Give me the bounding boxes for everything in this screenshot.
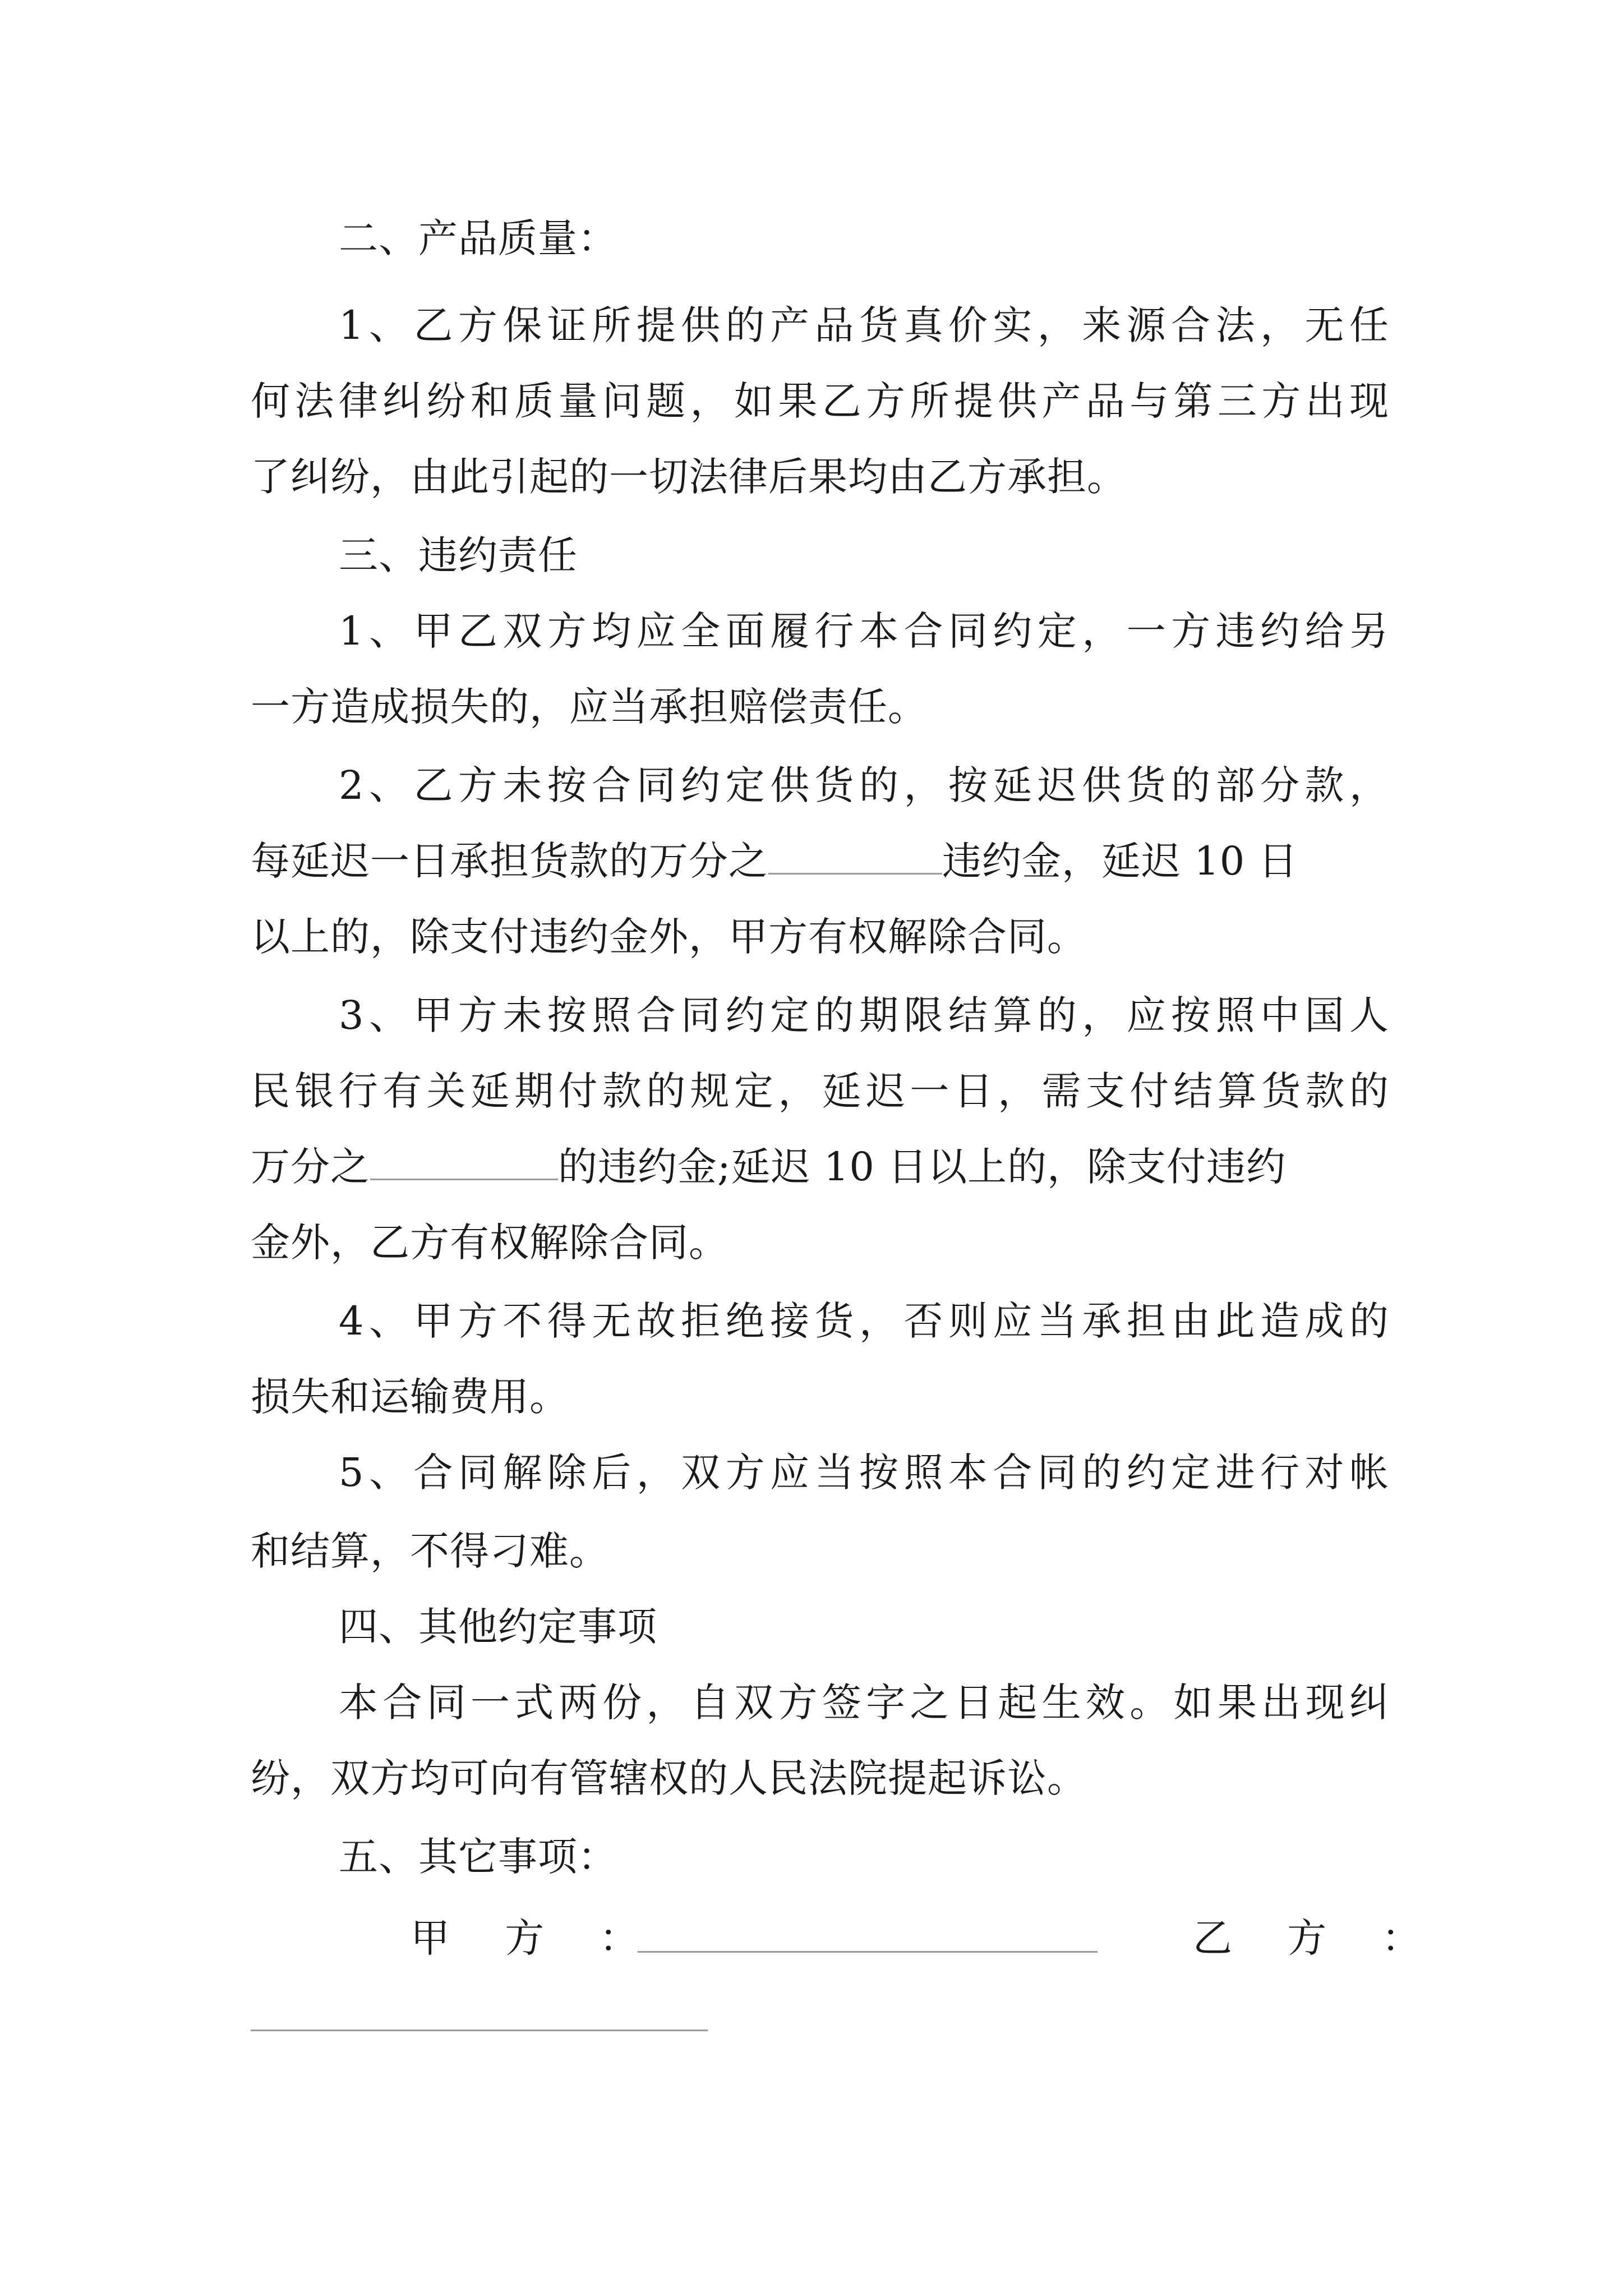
paragraph-line: 2、乙方未按合同约定供货的，按延迟供货的部分款， — [339, 762, 1389, 808]
paragraph-line: 一方造成损失的，应当承担赔偿责任。 — [251, 684, 928, 730]
party-a-signature-line — [638, 1951, 1098, 1953]
paragraph-line: 3、甲方未按照合同约定的期限结算的，应按照中国人 — [339, 992, 1389, 1038]
section-heading-breach-liability: 三、违约责任 — [339, 532, 578, 578]
paragraph-line: 4、甲方不得无故拒绝接货，否则应当承担由此造成的 — [339, 1298, 1389, 1344]
paragraph-line: 和结算，不得刁难。 — [251, 1528, 609, 1574]
paragraph-line: 何法律纠纷和质量问题，如果乙方所提供产品与第三方出现 — [251, 378, 1389, 424]
paragraph-line: 以上的，除支付违约金外，甲方有权解除合同。 — [251, 914, 1087, 960]
line-segment: 每延迟一日承担货款的万分之 — [251, 838, 768, 884]
section-heading-other-matters: 五、其它事项： — [339, 1834, 617, 1880]
paragraph-line: 金外，乙方有权解除合同。 — [251, 1220, 728, 1266]
paragraph-line: 纷，双方均可向有管辖权的人民法院提起诉讼。 — [251, 1755, 1087, 1801]
paragraph-line: 民银行有关延期付款的规定，延迟一日，需支付结算货款的 — [251, 1068, 1389, 1114]
line-segment: 的违约金;延迟 10 日以上的，除支付违约 — [558, 1144, 1287, 1190]
paragraph-line: 了纠纷，由此引起的一切法律后果均由乙方承担。 — [251, 454, 1127, 500]
line-segment: 万分之 — [251, 1144, 370, 1190]
party-b-signature-line — [251, 2030, 708, 2031]
party-a-label: 甲 方 ： — [411, 1915, 660, 1961]
fill-in-blank — [768, 838, 942, 875]
paragraph-line-with-blank — [251, 1139, 1389, 1195]
section-heading-other-agreements: 四、其他约定事项 — [339, 1604, 657, 1650]
paragraph-line: 本合同一式两份，自双方签字之日起生效。如果出现纠 — [339, 1680, 1389, 1726]
paragraph-line-with-blank — [251, 833, 1389, 889]
paragraph-line: 1、甲乙双方均应全面履行本合同约定，一方违约给另 — [339, 608, 1389, 654]
paragraph-line: 1、乙方保证所提供的产品货真价实，来源合法，无任 — [339, 302, 1389, 348]
fill-in-blank — [370, 1144, 558, 1180]
paragraph-line: 5、合同解除后，双方应当按照本合同的约定进行对帐 — [339, 1450, 1389, 1496]
party-b-label: 乙 方 ： — [1193, 1915, 1442, 1961]
paragraph-line: 损失和运输费用。 — [251, 1374, 569, 1420]
line-segment: 违约金，延迟 10 日 — [942, 838, 1298, 884]
signature-row — [251, 1910, 1442, 1966]
section-heading-product-quality: 二、产品质量： — [339, 215, 617, 261]
